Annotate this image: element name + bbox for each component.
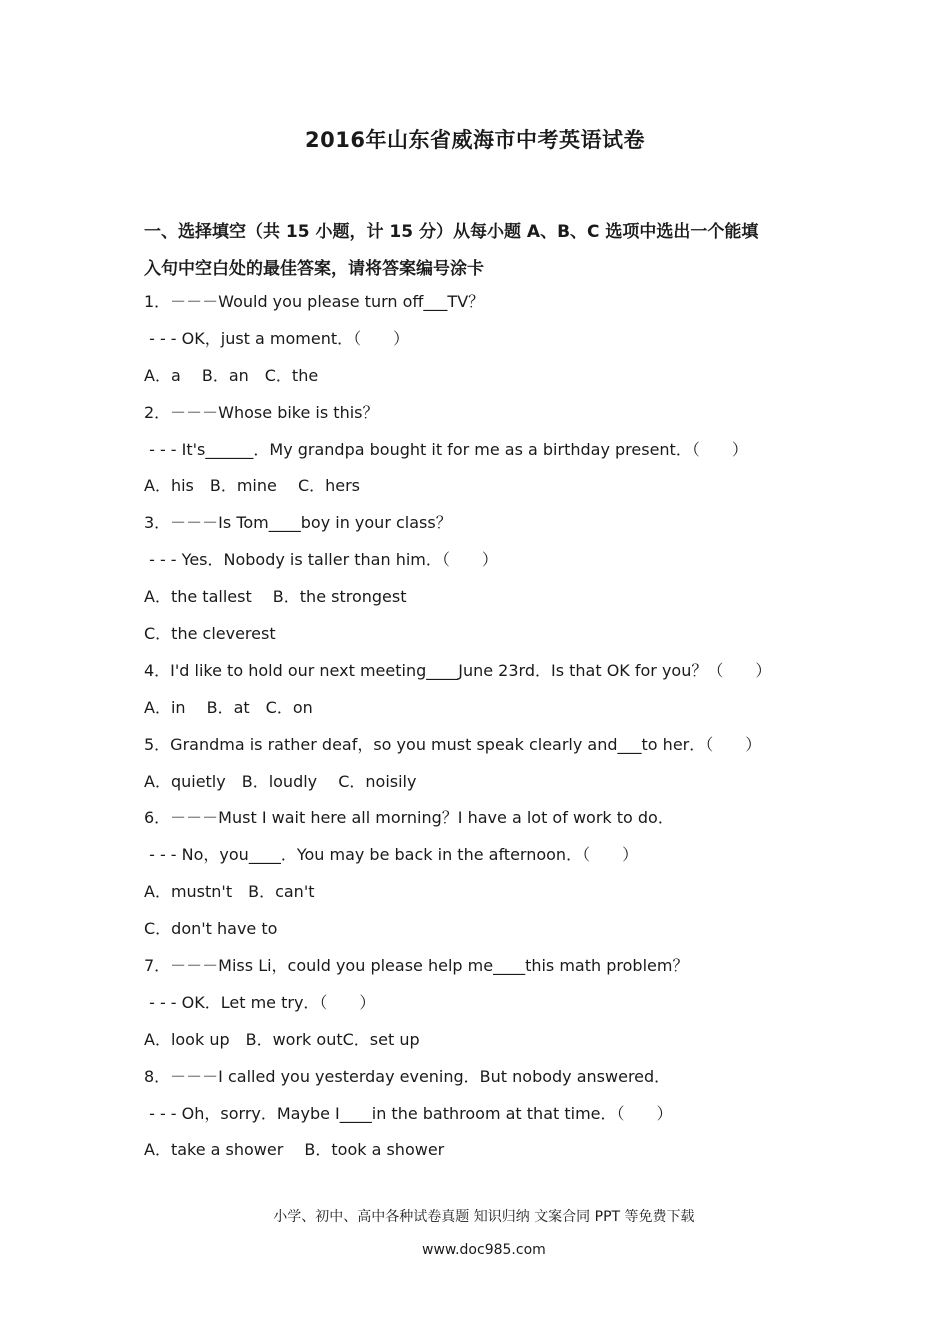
options-line: A．his B．mine C．hers (144, 476, 361, 496)
question-line: 2．－－－Whose bike is this？ (144, 402, 379, 422)
options-line: A．take a shower B．took a shower (144, 1140, 445, 1160)
options-line: A．quietly B．loudly C．noisily (144, 771, 417, 791)
options-line: A．mustn't B．can't (144, 882, 315, 902)
exam-title: 2016年山东省威海市中考英语试卷 (305, 128, 645, 152)
options-line: A．look up B．work outC．set up (144, 1029, 420, 1049)
answer-line: - - - It's______．My grandpa bought it for me as a birthday present．（ ） (144, 439, 748, 459)
question-line: 4．I'd like to hold our next meeting____June 23rd．Is that OK for you？（ ） (144, 660, 772, 680)
options-line: A．a B．an C．the (144, 365, 319, 385)
options-line: A．in B．at C．on (144, 697, 313, 717)
page-footer (0, 1190, 950, 1274)
answer-line: - - - No，you____．You may be back in the afternoon．（ ） (144, 845, 639, 865)
options-line: A．the tallest B．the strongest (144, 587, 407, 607)
answer-line: - - - OK，just a moment．（ ） (144, 328, 410, 348)
section-heading-line-2: 入句中空白处的最佳答案，请将答案编号涂卡 (144, 259, 484, 279)
question-list (144, 284, 844, 1169)
answer-line: - - - Yes．Nobody is taller than him．（ ） (144, 550, 498, 570)
footer-site-link[interactable]: www.doc985.com (422, 1242, 546, 1258)
question-line: 8．－－－I called you yesterday evening．But nobody answered． (144, 1066, 671, 1086)
options-line: C．don't have to (144, 919, 278, 939)
answer-line: - - - OK．Let me try．（ ） (144, 992, 376, 1012)
question-line: 7．－－－Miss Li，could you please help me____this math problem？ (144, 956, 689, 976)
question-line: 3．－－－Is Tom____boy in your class？ (144, 513, 452, 533)
answer-line: - - - Oh，sorry．Maybe I____in the bathroom at that time．（ ） (144, 1103, 673, 1123)
question-line: 1．－－－Would you please turn off___TV？ (144, 292, 485, 311)
section-heading (144, 214, 824, 288)
question-line: 6．－－－Must I wait here all morning？I have a lot of work to do． (144, 808, 674, 828)
options-line: C．the cleverest (144, 624, 276, 644)
question-line: 5．Grandma is rather deaf，so you must speak clearly and___to her．（ ） (144, 734, 762, 754)
section-heading-line-1: 一、选择填空（共 15 小题，计 15 分）从每小题 A、B、C 选项中选出一个能填 (144, 222, 759, 242)
footer-text: 小学、初中、高中各种试卷真题 知识归纳 文案合同 PPT 等免费下载 (273, 1209, 695, 1225)
